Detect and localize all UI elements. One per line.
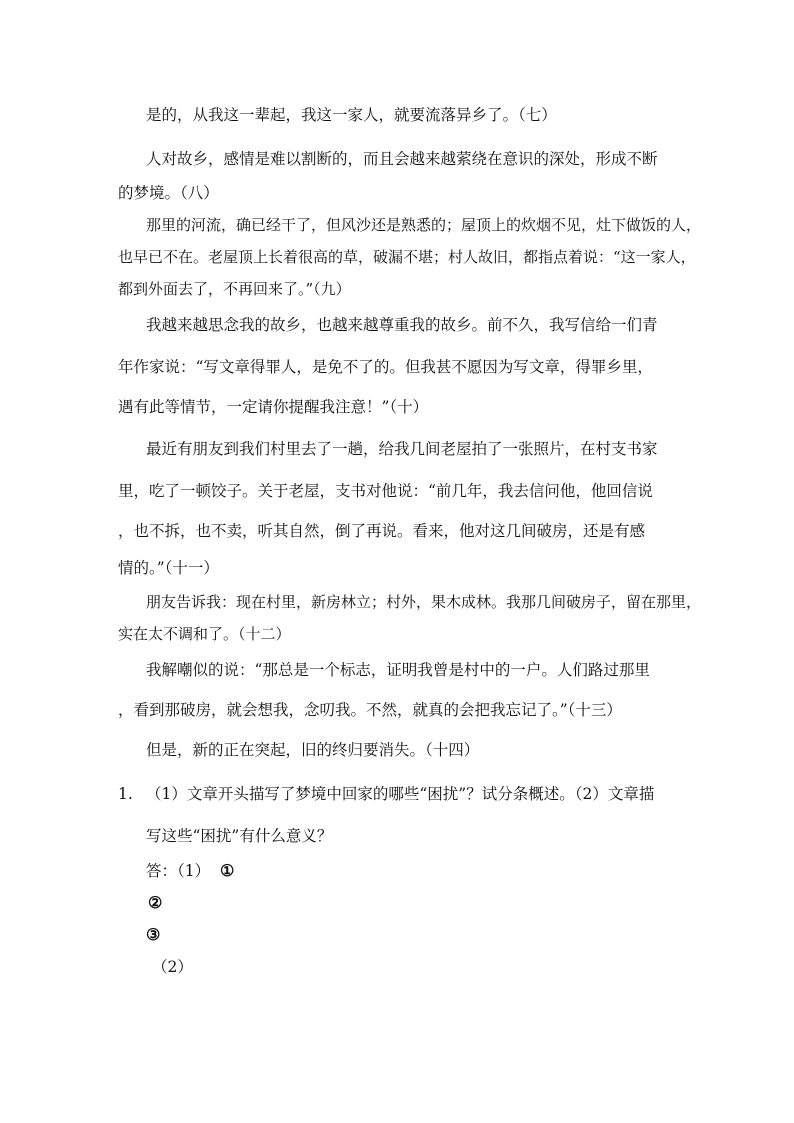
paragraph-14-line-1: 但是，新的正在突起，旧的终归要消失。（十四） [146,741,480,759]
paragraph-7-line-1: 是的，从我这一辈起，我这一家人，就要流落异乡了。（七） [146,106,557,124]
paragraph-8-line-1: 人对故乡，感情是难以割断的，而且会越来越萦绕在意识的深处，形成不断 [146,150,658,168]
paragraph-10-line-1: 我越来越思念我的故乡，也越来越尊重我的故乡。前不久，我写信给一们青 [146,316,658,334]
answer-part-2-label: （2） [152,958,193,976]
question-number: 1. [118,785,133,803]
answer-marker-1: ① [220,861,235,880]
paragraph-11-line-2: 里，吃了一顿饺子。关于老屋，支书对他说：“前几年，我去信问他，他回信说 [118,482,653,500]
paragraph-12-line-2: 实在太不调和了。（十二） [118,625,291,643]
paragraph-9-line-2: 也早已不在。老屋顶上长着很高的草，破漏不堪；村人故旧，都指点着说：“这一家人， [118,248,696,266]
paragraph-10-line-3: 遇有此等情节，一定请你提醒我注意！”（十） [118,398,429,416]
paragraph-11-line-3: ，也不拆，也不卖，听其自然，倒了再说。看来，他对这几间破房，还是有感 [118,522,646,540]
question-line-2: 写这些“困扰”有什么意义？ [146,827,333,845]
paragraph-8-line-2: 的梦境。（八） [118,184,219,202]
paragraph-13-line-2: ，看到那破房，就会想我，念叨我。不然，就真的会把我忘记了。”（十三） [118,701,622,719]
paragraph-11-line-1: 最近有朋友到我们村里去了一趟，给我几间老屋拍了一张照片，在村支书家 [146,440,658,458]
paragraph-10-line-2: 年作家说：“写文章得罪人，是免不了的。但我甚不愿因为写文章，得罪乡里， [118,358,653,376]
answer-label: 答：（1） [146,862,211,880]
answer-marker-2: ② [148,893,163,912]
question-line-1: （1）文章开头描写了梦境中回家的哪些“困扰”？试分条概述。（2）文章描 [146,785,655,803]
paragraph-9-line-1: 那里的河流，确已经干了，但风沙还是熟悉的；屋顶上的炊烟不见，灶下做饭的人， [146,216,702,234]
paragraph-13-line-1: 我解嘲似的说：“那总是一个标志，证明我曾是村中的一户。人们路过那里 [146,661,650,679]
paragraph-12-line-1: 朋友告诉我：现在村里，新房林立；村外，果木成林。我那几间破房子，留在那里， [146,593,702,611]
paragraph-11-line-4: 情的。”（十一） [118,559,219,577]
answer-marker-3: ③ [146,925,161,944]
paragraph-9-line-3: 都到外面去了，不再回来了。”（九） [118,280,351,298]
